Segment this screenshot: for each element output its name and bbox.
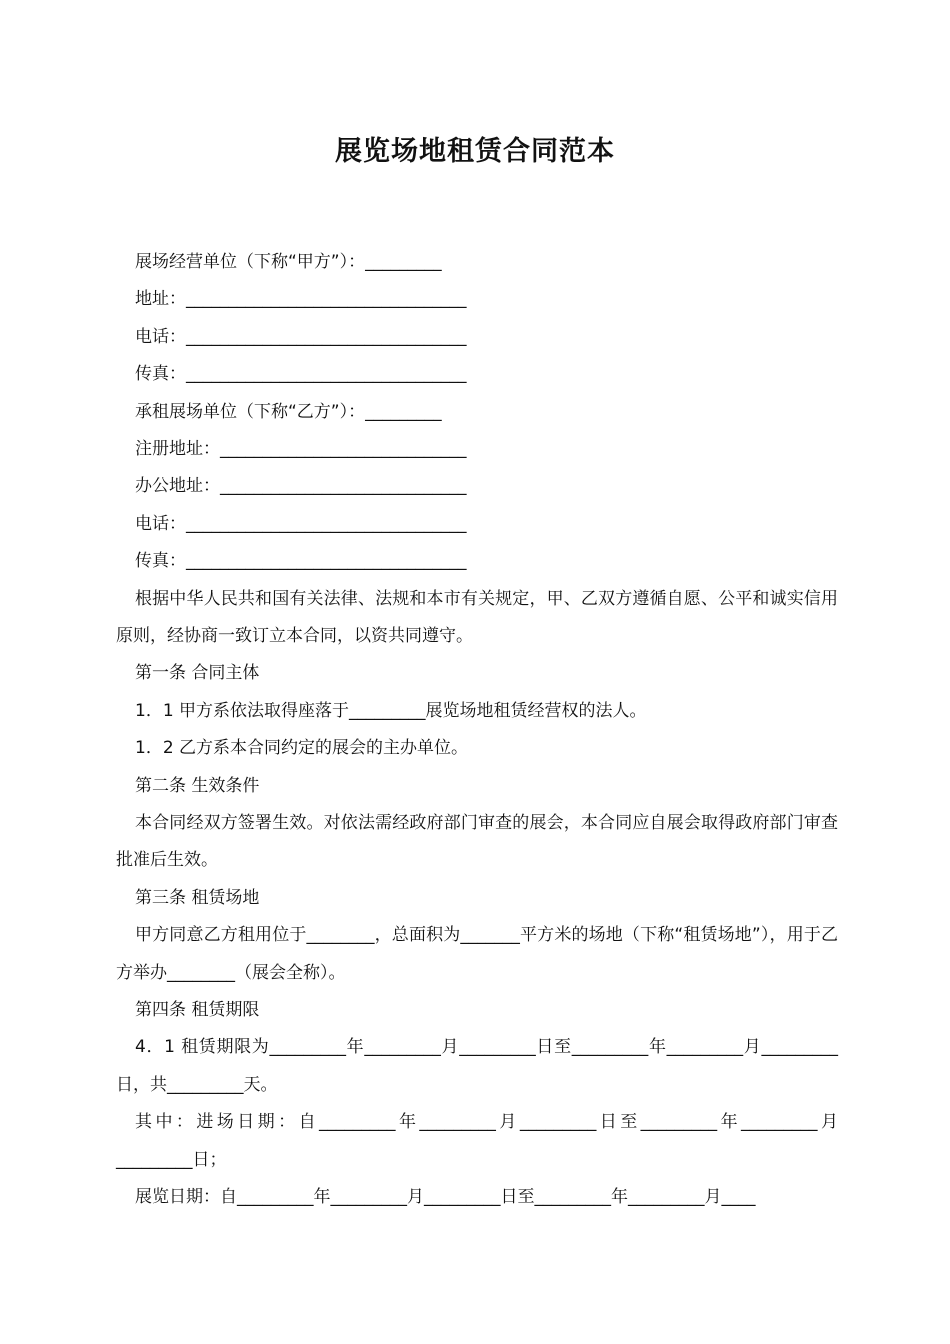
article-1-clause-2: 1．2 乙方系本合同约定的展会的主办单位。	[135, 738, 469, 759]
article-3-heading: 第三条 租赁场地	[135, 887, 260, 908]
party-a-address-field: 地址：_________________________________	[135, 289, 467, 310]
party-a-name-field: 展场经营单位（下称“甲方”）：_________	[135, 252, 442, 272]
preamble-paragraph: 根据中华人民共和国有关法律、法规和本市有关规定，甲、乙双方遵循自愿、公平和诚实信用原则，经协商一致订立本合同，以资共同遵守。	[116, 588, 838, 646]
party-b-name-field: 承租展场单位（下称“乙方”）：_________	[135, 401, 442, 422]
document-body	[116, 244, 838, 1216]
article-1-clause-1: 1．1 甲方系依法取得座落于_________展览场地租赁经营权的法人。	[135, 700, 647, 721]
entry-date-paragraph: 其中：进场日期：自_________年_________月_________日至_________年_________月_________日；	[116, 1112, 838, 1170]
article-3-paragraph: 甲方同意乙方租用位于________，总面积为_______平方米的场地（下称“租赁场地”），用于乙方举办________（展会全称）。	[116, 925, 838, 983]
article-2-paragraph: 本合同经双方签署生效。对依法需经政府部门审查的展会，本合同应自展会取得政府部门审查批准后生效。	[116, 812, 838, 871]
party-b-phone-field: 电话：_________________________________	[135, 513, 467, 534]
party-b-office-address-field: 办公地址：_____________________________	[135, 476, 467, 497]
party-a-fax-field: 传真：_________________________________	[135, 364, 467, 385]
article-1-heading: 第一条 合同主体	[135, 663, 260, 684]
article-4-heading: 第四条 租赁期限	[135, 999, 260, 1020]
party-b-registered-address-field: 注册地址：_____________________________	[135, 438, 467, 459]
party-b-fax-field: 传真：_________________________________	[135, 551, 467, 572]
party-a-phone-field: 电话：_________________________________	[135, 326, 467, 347]
article-2-heading: 第二条 生效条件	[135, 775, 260, 796]
article-4-clause-1: 4．1 租赁期限为_________年_________月_________日至_________年_________月_________日，共_________天。	[116, 1037, 838, 1095]
exhibit-date-paragraph: 展览日期：自_________年_________月_________日至_________年_________月____	[135, 1186, 756, 1207]
document-title: 展览场地租赁合同范本	[335, 136, 615, 167]
